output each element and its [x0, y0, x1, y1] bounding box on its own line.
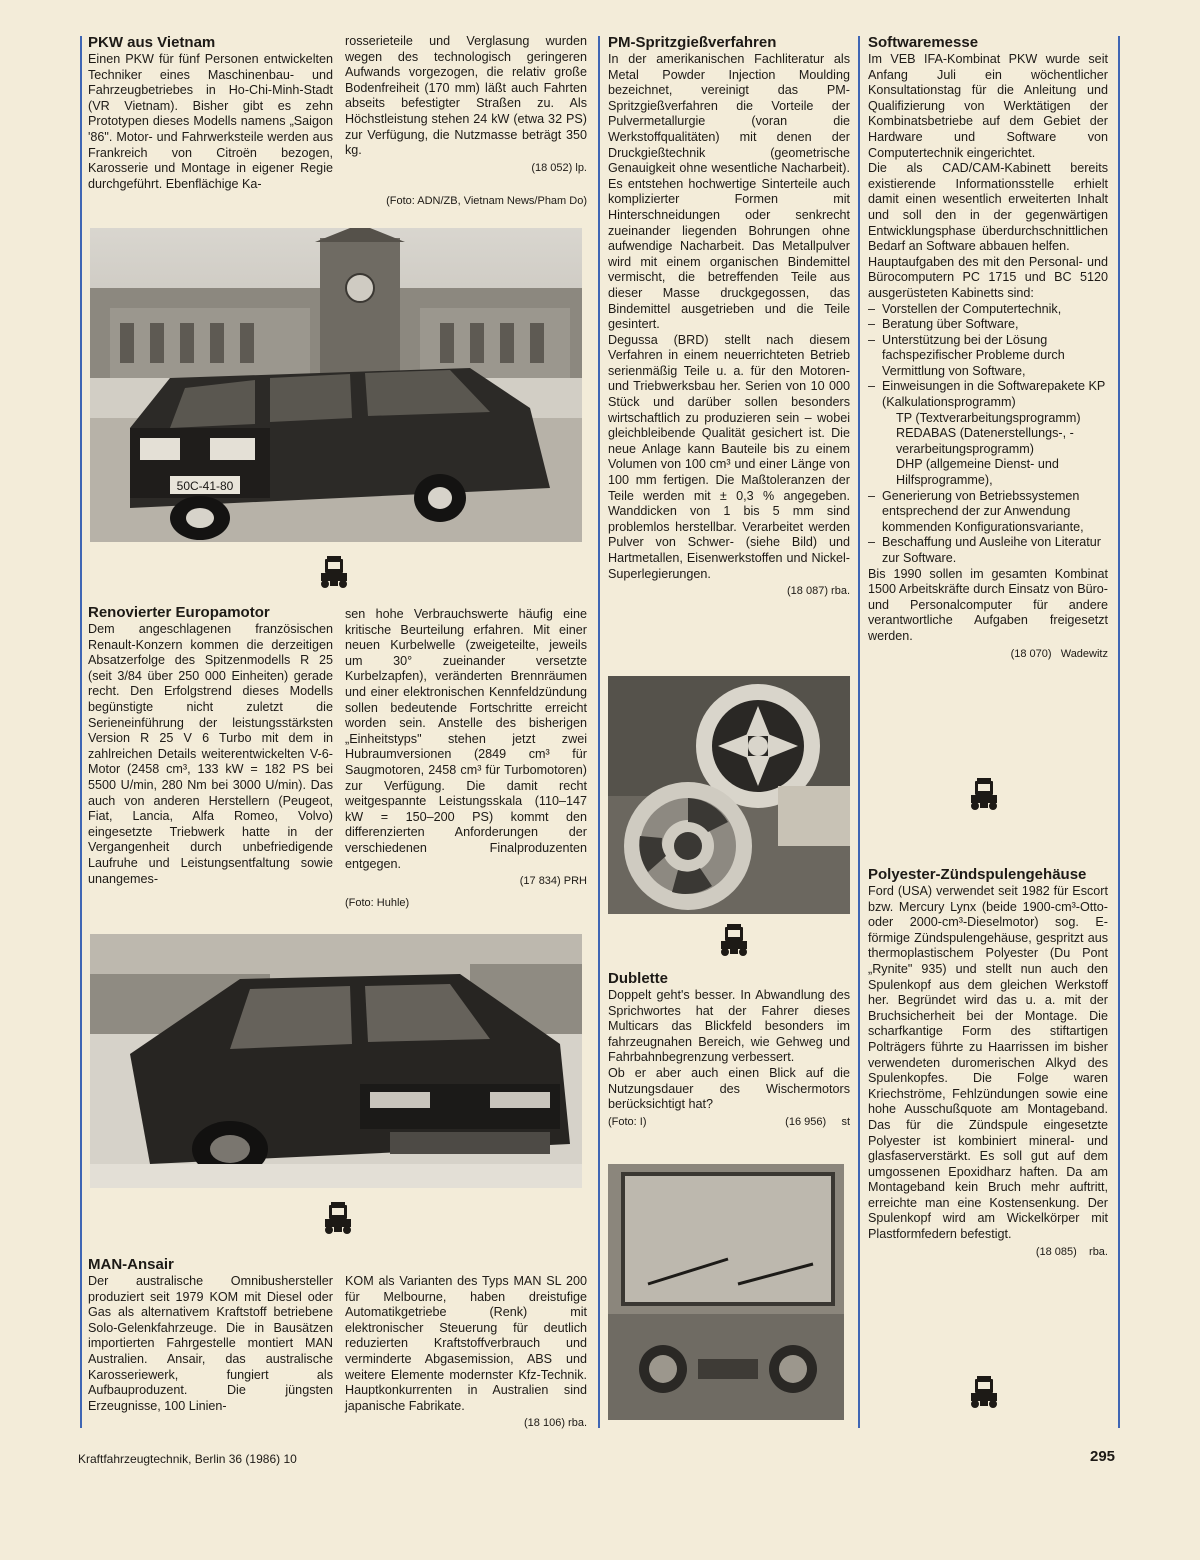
vintage-car-icon	[718, 922, 750, 958]
article-title: PM-Spritzgießverfahren	[608, 34, 777, 51]
article-text: Der australische Omnibushersteller produziert seit 1979 KOM mit Diesel oder Gas als alternativem Kraftstoff betriebene Solo-Gelenkfahrzeuge. Die in Bausätzen importierten Fahrgestelle montiert MAN Australien. Ansair, das australische Karosseriewerk, fungiert als Aufbauproduzent. Die jüngsten Erzeugnisse, 100 Linien-	[88, 1274, 333, 1413]
article-vietnam-col2	[345, 34, 587, 210]
article-pm	[608, 34, 850, 600]
journal-footer: Kraftfahrzeugtechnik, Berlin 36 (1986) 10	[78, 1452, 297, 1466]
article-title: Renovierter Europamotor	[88, 604, 270, 621]
article-reference: (18 085) rba.	[1035, 1245, 1108, 1258]
article-text: Hauptaufgaben des mit den Personal- und Bürocomputern PC 1715 und BC 5120 ausgerüsteten Kabinetts sind:	[868, 254, 1108, 300]
photo-saigon-car	[90, 228, 582, 542]
article-title: Softwaremesse	[868, 34, 979, 51]
article-text: rosserieteile und Verglasung wurden wegen des technologisch geringeren Aufwands vorgezogen, die relativ große Bodenfreiheit (170 mm) läßt auch Fahrten abseits befestigter Straßen zu. Als Höchstleistung stehen 24 kW (etwa 32 PS) zur Verfügung, die Nutzmasse beträgt 350 kg.	[345, 34, 587, 158]
article-man-col2	[345, 1274, 587, 1432]
list-item: – Generierung von Betriebssystemen entsprechend der zur Anwendung kommenden Konfigurationsvariante,	[868, 489, 1108, 536]
article-title: Polyester-Zündspulengehäuse	[868, 866, 1087, 883]
article-text: Doppelt geht's besser. In Abwandlung des Sprichwortes hat der Fahrer dieses Multicars das Blickfeld besonders im fahrzeugnahen Bereich, wie Gehweg und Fahrbahnbegrenzung verbessert.	[608, 988, 850, 1065]
list-item: TP (Textverarbeitungsprogramm)	[896, 410, 1081, 425]
list-item: – Einweisungen in die Softwarepakete KP (Kalkulationsprogramm)	[868, 379, 1108, 410]
article-text: Bis 1990 sollen im gesamten Kombinat 1500 Arbeitskräfte durch Einsatz von Büro- und Personalcomputer für andere verantwortliche Aufgaben freigesetzt werden.	[868, 566, 1108, 643]
article-man-col1	[88, 1256, 333, 1414]
list-item: REDABAS (Datenerstellungs-, -verarbeitungsprogramm)	[896, 426, 1074, 456]
article-reference: (18 087) rba.	[787, 585, 850, 598]
photo-credit: (Foto: ADN/ZB, Vietnam News/Pham Do)	[386, 195, 587, 208]
vintage-car-icon	[968, 1374, 1000, 1410]
article-polyester	[868, 866, 1108, 1260]
article-title: PKW aus Vietnam	[88, 34, 216, 51]
article-reference: (18 052) lp.	[531, 161, 587, 174]
article-reference: (16 956) st	[785, 1115, 850, 1128]
list-item: – Beschaffung und Ausleihe von Literatur zur Software.	[868, 535, 1108, 566]
photo-multicar-wipers	[608, 1164, 844, 1420]
list-item: – Vorstellen der Computertechnik,	[868, 302, 1108, 318]
list-item: DHP (allgemeine Dienst- und Hilfsprogramme),	[896, 457, 1059, 488]
article-softwaremesse	[868, 34, 1108, 662]
article-reference: (17 834) PRH	[519, 875, 587, 888]
article-text: Im VEB IFA-Kombinat PKW wurde seit Anfang Juli ein wöchentlicher Konsultationstag für die Anleitung und Qualifizierung von Werktätigen der Kombinatsbetriebe auf dem Gebiet der Hardware und Software von Computertechnik eingerichtet.	[868, 52, 1108, 160]
article-text: KOM als Varianten des Typs MAN SL 200 für Melbourne, haben dreistufige Automatikgetriebe (Renk) mit elektronischer Steuerung für deutlich reduzierten Kraftstoffverbrauch und verminderte Abgasemission, ABS und weitere Elemente modernster Kfz-Technik. Hauptkonkurrenten in Australien sind japanische Fabrikate.	[345, 1274, 587, 1413]
article-text: Die als CAD/CAM-Kabinett bereits existierende Informationsstelle erhielt damit einen wesentlich erweiterten Inhalt und soll den in der gegenwärtigen Entwicklungsphase überdurchschnittlichen Bedarf an Software abbauen helfen.	[868, 161, 1108, 254]
photo-sinter-parts	[608, 676, 850, 914]
vintage-car-icon	[968, 776, 1000, 812]
list-item: – Beratung über Software,	[868, 317, 1108, 333]
article-text: Degussa (BRD) stellt nach diesem Verfahren in einem neuerrichteten Betrieb serienmäßig Teile u. a. für den Motoren- und Triebwerksbau her. Serien von 10 000 Stück und darüber sollen besonders wirtschaftlich zu produzieren sein – wobei gleichbleibende Qualität gesichert ist. Die neue Anlage kann Bauteile bis zu einem Volumen von 100 cm³ und einer Länge von 100 mm fertigen. Die Maßtoleranzen der Teile werden mit ± 0,3 % angegeben. Wanddicken von 1 bis 5 mm sind problemlos herstellbar. Verarbeitet werden Pulver von Schwer- (siehe Bild) und Hartmetallen, Eisenwerkstoffen und Nickel-Superlegierungen.	[608, 332, 850, 581]
article-reference: (18 070) Wadewitz	[1010, 647, 1108, 660]
article-europamotor-col2	[345, 607, 587, 911]
photo-credit: (Foto: Huhle)	[345, 896, 410, 909]
photo-credit: (Foto: I)	[608, 1115, 647, 1128]
article-text: Ford (USA) verwendet seit 1982 für Escort bzw. Mercury Lynx (beide 1900-cm³-Otto- oder 2000-cm³-Dieselmotor) sog. E-förmige Zündspulengehäuse, gespritzt aus thermoplastischem Polyester (Du Pont „Rynite" 935) und stellt nun auch den Spulenkopf aus dem gleichen Werkstoff her. Begründet wird das u. a. mit der Bruchsicherheit bei der Montage. Die scharfkantige Form des stiftartigen Polträgers führte zu Haarrissen im bisher verwendeten duromerischen Alkyd des Spulenkopfes. Die Folge waren Kriechströme, Fehlzündungen sowie eine hohe Ausschußquote am Montageband. Das für die Zündspule eingesetzte Polyester ist kombiniert mineral- und glasfaserverstärkt. Es soll gut auf dem umgossenen Epoxidharz haften. Da am Montageband kein Bruch mehr auftritt, erreichte man eine Kostensenkung. Der Spulenkopf wird am Wickelkörper mit Plastformfedern befestigt.	[868, 884, 1108, 1242]
page-number: 295	[1090, 1448, 1116, 1465]
article-reference: (18 106) rba.	[524, 1417, 587, 1430]
list-item: – Unterstützung bei der Lösung fachspezifischer Probleme durch Vermittlung von Software,	[868, 333, 1108, 380]
article-text: Ob er aber auch einen Blick auf die Nutzungsdauer des Wischermotors berücksichtigt hat?	[608, 1065, 850, 1112]
task-list	[868, 302, 1108, 567]
column-rule-3	[858, 36, 860, 1428]
license-plate: 50C-41-80	[176, 479, 234, 493]
article-title: Dublette	[608, 970, 668, 987]
vintage-car-icon	[322, 1200, 354, 1236]
article-text: Einen PKW für fünf Personen entwickelten Techniker eines Maschinenbau- und Fahrzeugbetriebes in Ho-Chi-Minh-Stadt (VR Vietnam). Bisher gibt es zehn Prototypen dieses Modells namens „Saigon '86". Motor- und Fahrwerksteile werden aus Frankreich von Citroën bezogen, Karosserie und Montage in eigener Regie durchgeführt. Ebenflächige Ka-	[88, 52, 333, 191]
article-text: Dem angeschlagenen französischen Renault-Konzern kommen die derzeitigen Absatzerfolge des Spitzenmodells R 25 (seit 3/84 über 250 000 Einheiten) gerade recht. Den Erfolgstrend dieses Modells begünstigte nicht zuletzt die Serieneinführung der leistungsstärksten Version R 25 V 6 Turbo mit dem in zahlreichen Details weiterentwickelten V-6-Motor (2458 cm³, 133 kW = 182 PS bei 5500 U/min, 280 Nm bei 3000 U/min). Das auch von anderen Herstellern (Peugeot, Fiat, Lancia, Alfa Romeo, Volvo) eingesetzte Triebwerk hatte in der Vergangenheit durch unbefriedigende Laufruhe und Leistungsentfaltung sowie unangemes-	[88, 622, 333, 886]
column-rule-4	[1118, 36, 1120, 1428]
article-text: sen hohe Verbrauchswerte häufig eine kritische Beurteilung erfahren. Mit einer neuen Kurbelwelle (zweigeteilte, jeweils um 30° zueinander versetzte Kurbelzapfen), veränderten Brennräumen und einer elektronischen Kennfeldzündung sollen bedeutende Fortschritte erreicht worden sein. Anstelle des bisherigen „Einheitstyps" stehen jetzt zwei Hubraumversionen (2849 cm³ für Saugmotoren, 2458 cm³ für Turbomotoren) zur Verfügung. Die damit recht weitgespannte Leistungsskala (110–147 kW = 150–200 PS) kommt den differenzierten Anforderungen der verschiedenen Finalproduzenten entgegen.	[345, 607, 587, 871]
vintage-car-icon	[318, 554, 350, 590]
article-dublette	[608, 970, 850, 1130]
article-text: In der amerikanischen Fachliteratur als Metal Powder Injection Moulding bezeichnet, vereinigt das PM-Spritzgießverfahren die Vorteile der Pulvermetallurgie (voran die Werkstoffqualitäten) mit denen der Druckgießtechnik (geometrische Genauigkeit ohne wesentliche Nacharbeit). Es entstehen hochwertige Sinterteile auch komplizierter Formen mit Hinterschneidungen oder senkrecht zueinander liegenden Bohrungen ohne aufwendige Nacharbeit. Das Metallpulver wird mit einem organischen Bindemittel vermischt, die betreffenden Teile aus dieser Masse druckgegossen, das Bindemittel ausgetrieben und die Teile gesintert.	[608, 52, 850, 332]
column-rule-2	[598, 36, 600, 1428]
photo-renault-r25	[90, 934, 582, 1188]
article-vietnam-col1	[88, 34, 333, 192]
article-europamotor-col1	[88, 604, 333, 887]
article-title: MAN-Ansair	[88, 1256, 174, 1273]
column-rule-1	[80, 36, 82, 1428]
